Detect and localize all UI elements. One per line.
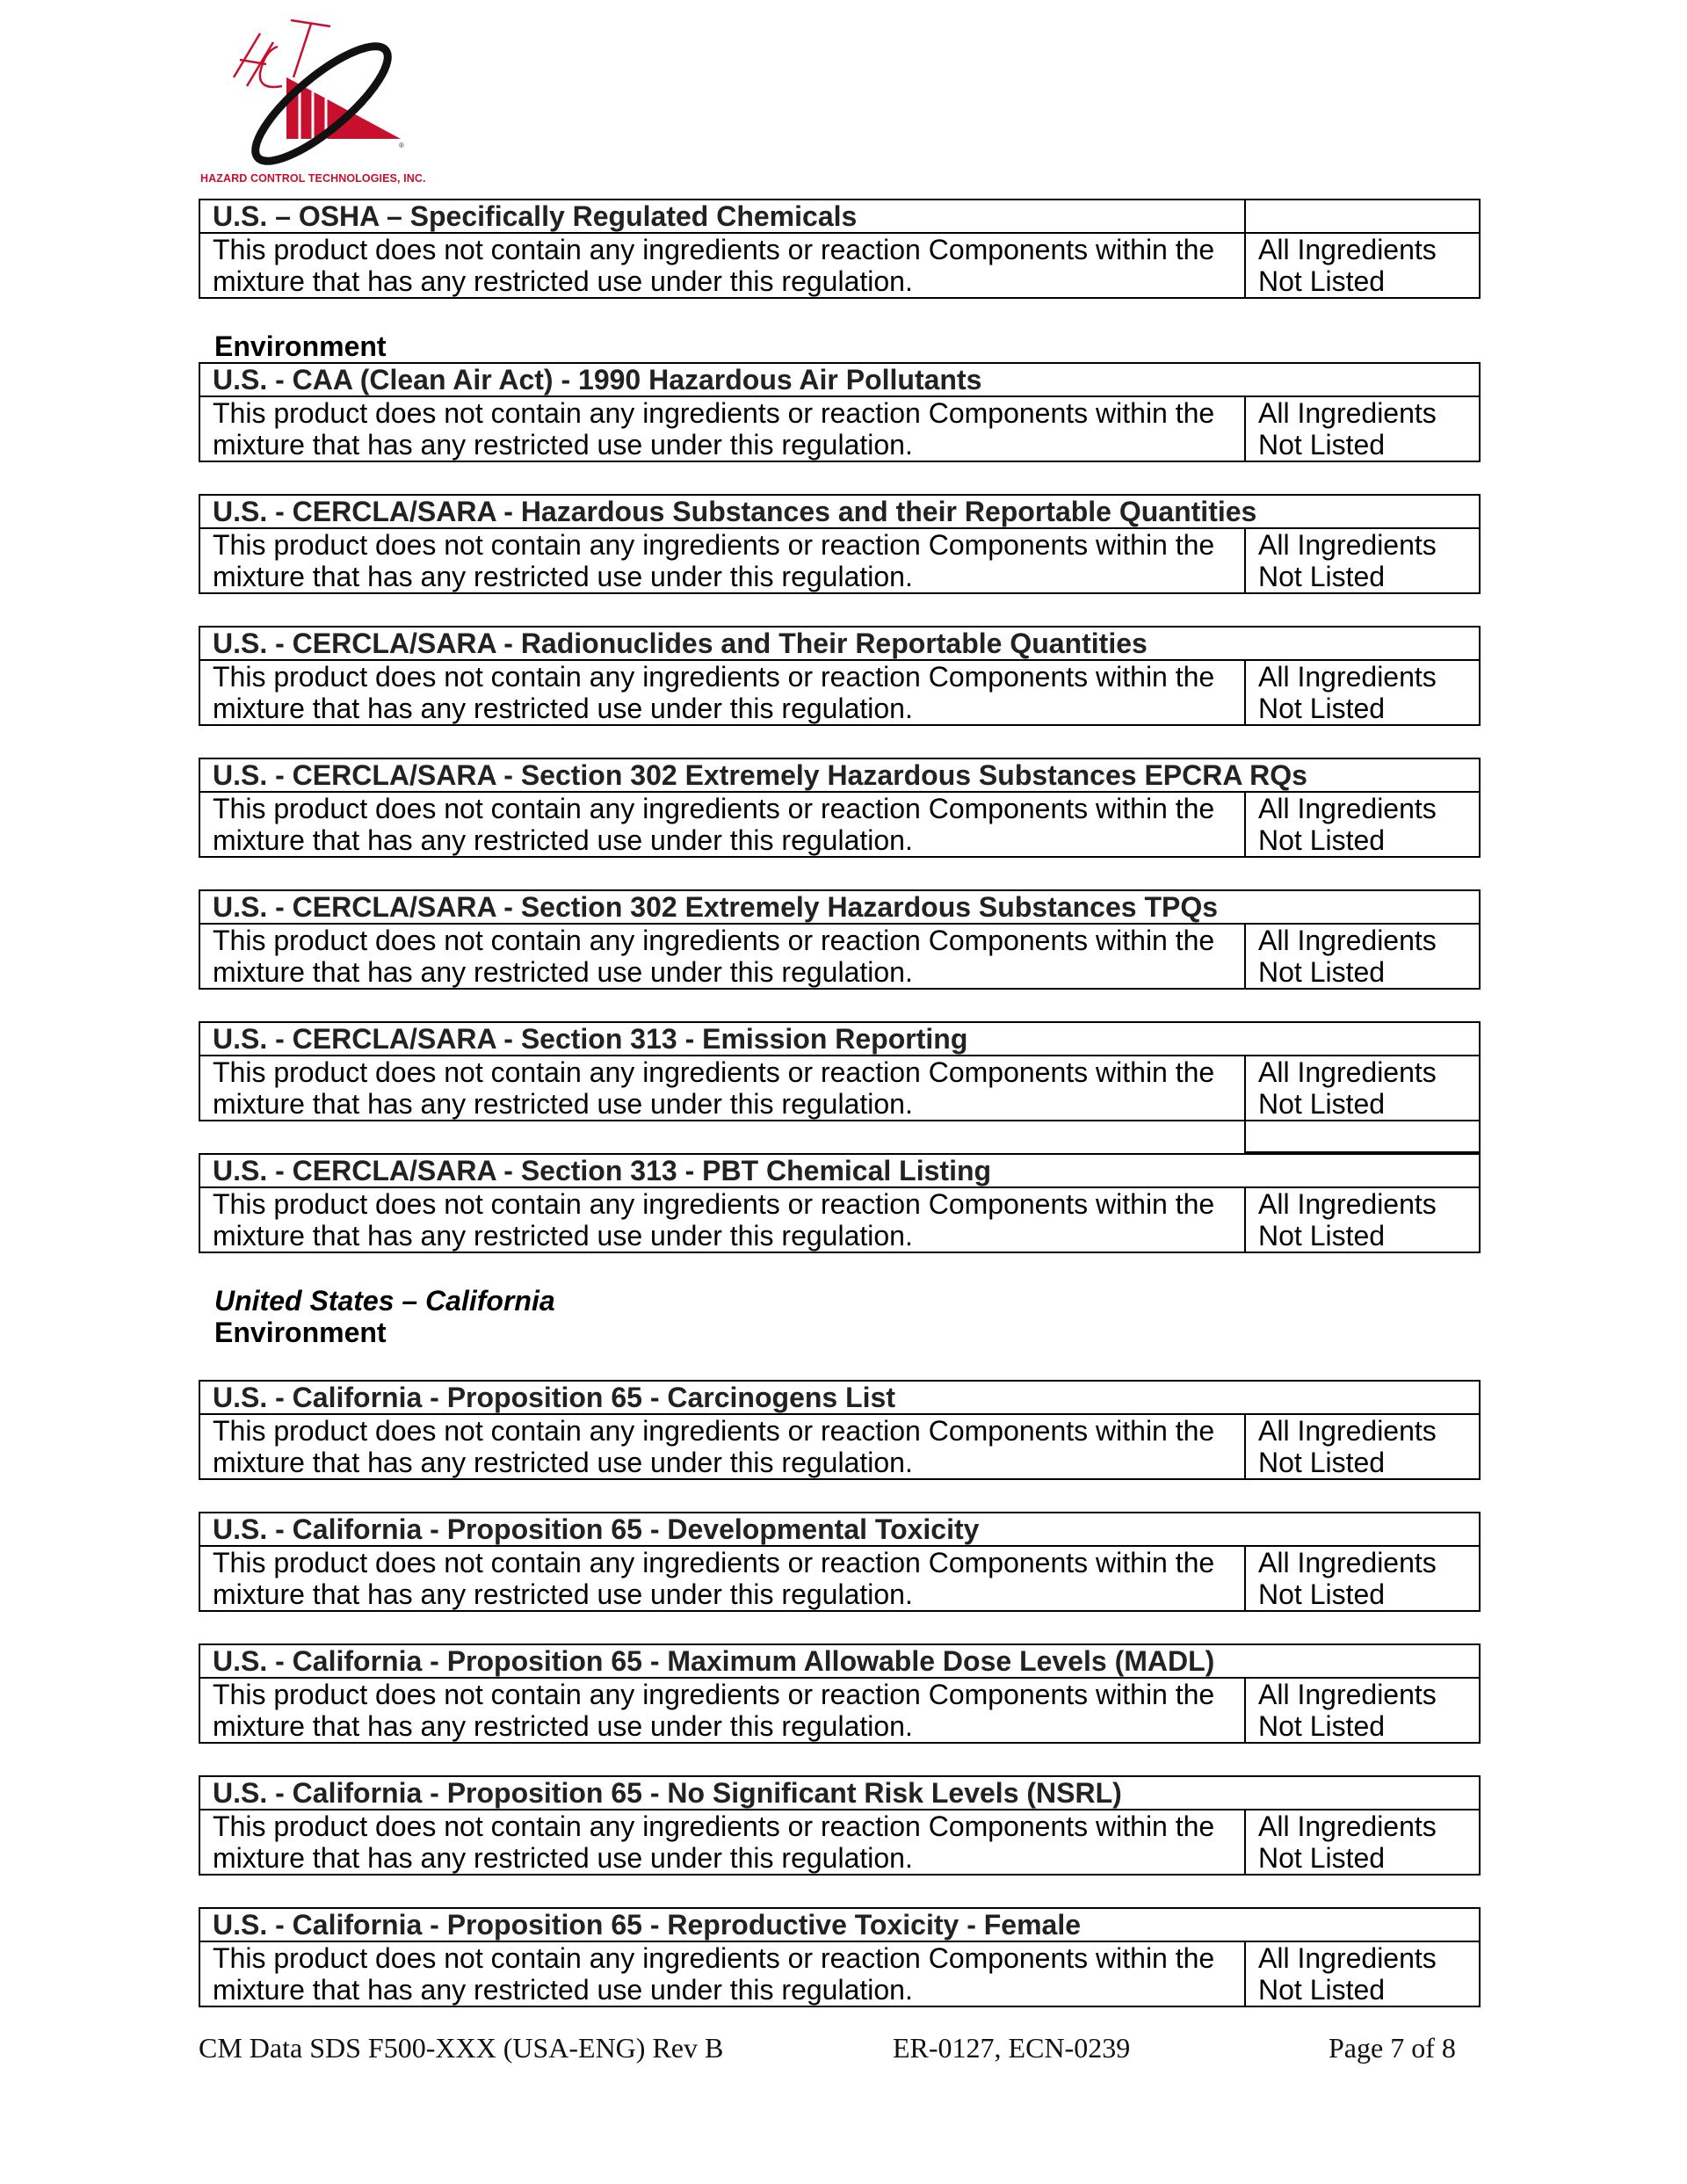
listing-status: All Ingredients Not Listed (1245, 1810, 1480, 1875)
listing-status: All Ingredients Not Listed (1245, 660, 1480, 725)
regulation-statement: This product does not contain any ingredients or reaction Components within the mixture that has any restricted use under this regulation. (199, 924, 1245, 989)
listing-status: All Ingredients Not Listed (1245, 396, 1480, 461)
regulation-table (199, 494, 1481, 594)
region-heading: United States – California (214, 1285, 555, 1317)
listing-status: All Ingredients Not Listed (1245, 924, 1480, 989)
svg-text:®: ® (399, 141, 404, 149)
listing-status: All Ingredients Not Listed (1245, 792, 1480, 857)
regulation-statement: This product does not contain any ingredients or reaction Components within the mixture that has any restricted use under this regulation. (199, 1810, 1245, 1875)
company-logo (199, 16, 427, 192)
listing-status: All Ingredients Not Listed (1245, 1414, 1480, 1479)
listing-status: All Ingredients Not Listed (1245, 1678, 1480, 1743)
regulation-statement: This product does not contain any ingredients or reaction Components within the mixture that has any restricted use under this regulation. (199, 528, 1245, 593)
listing-status: All Ingredients Not Listed (1245, 1941, 1480, 2006)
regulation-title: U.S. - CERCLA/SARA - Radionuclides and Their Reportable Quantities (199, 627, 1480, 660)
regulation-title: U.S. - California - Proposition 65 - Reproductive Toxicity - Female (199, 1908, 1480, 1941)
regulation-title: U.S. - California - Proposition 65 - No Significant Risk Levels (NSRL) (199, 1776, 1480, 1810)
regulation-statement: This product does not contain any ingredients or reaction Components within the mixture that has any restricted use under this regulation. (199, 1056, 1245, 1121)
regulation-title: U.S. - CERCLA/SARA - Section 313 - Emission Reporting (199, 1022, 1480, 1056)
empty-cell (1245, 1121, 1480, 1152)
regulation-statement: This product does not contain any ingredients or reaction Components within the mixture that has any restricted use under this regulation. (199, 233, 1245, 298)
regulation-title: U.S. - CERCLA/SARA - Section 313 - PBT Chemical Listing (199, 1154, 1480, 1187)
section-heading: Environment (214, 330, 387, 362)
regulation-table (199, 758, 1481, 858)
regulation-statement: This product does not contain any ingredients or reaction Components within the mixture that has any restricted use under this regulation. (199, 396, 1245, 461)
page-footer (199, 2032, 1464, 2067)
regulation-table (199, 1380, 1481, 1480)
spacer-cell (199, 1121, 1245, 1152)
empty-cell (1245, 200, 1480, 233)
regulation-title: U.S. - CERCLA/SARA - Hazardous Substances and their Reportable Quantities (199, 495, 1480, 528)
listing-status: All Ingredients Not Listed (1245, 528, 1480, 593)
regulation-table (199, 1153, 1481, 1253)
regulation-title: U.S. - California - Proposition 65 - Carcinogens List (199, 1381, 1480, 1414)
footer-ref: ER-0127, ECN-0239 (893, 2032, 1131, 2064)
regulation-table (199, 626, 1481, 726)
regulation-table (199, 1021, 1481, 1153)
regulation-statement: This product does not contain any ingredients or reaction Components within the mixture that has any restricted use under this regulation. (199, 1414, 1245, 1479)
regulation-title: U.S. - CERCLA/SARA - Section 302 Extremely Hazardous Substances EPCRA RQs (199, 758, 1480, 792)
regulation-table (199, 1512, 1481, 1612)
footer-doc-id: CM Data SDS F500-XXX (USA-ENG) Rev B (199, 2032, 724, 2064)
regulation-title: U.S. - CAA (Clean Air Act) - 1990 Hazardous Air Pollutants (199, 363, 1480, 396)
regulation-table (199, 1907, 1481, 2007)
regulation-table (199, 889, 1481, 990)
regulation-statement: This product does not contain any ingredients or reaction Components within the mixture that has any restricted use under this regulation. (199, 660, 1245, 725)
regulation-table (199, 362, 1481, 462)
regulation-statement: This product does not contain any ingredients or reaction Components within the mixture that has any restricted use under this regulation. (199, 792, 1245, 857)
company-name: HAZARD CONTROL TECHNOLOGIES, INC. (200, 172, 426, 185)
regulation-title: U.S. - CERCLA/SARA - Section 302 Extremely Hazardous Substances TPQs (199, 890, 1480, 924)
regulation-title: U.S. – OSHA – Specifically Regulated Chemicals (199, 200, 1245, 233)
regulation-statement: This product does not contain any ingredients or reaction Components within the mixture that has any restricted use under this regulation. (199, 1546, 1245, 1611)
regulation-statement: This product does not contain any ingredients or reaction Components within the mixture that has any restricted use under this regulation. (199, 1187, 1245, 1252)
listing-status: All Ingredients Not Listed (1245, 1056, 1480, 1121)
listing-status: All Ingredients Not Listed (1245, 1546, 1480, 1611)
footer-page-number: Page 7 of 8 (1329, 2032, 1456, 2064)
regulation-title: U.S. - California - Proposition 65 - Developmental Toxicity (199, 1513, 1480, 1546)
regulation-statement: This product does not contain any ingredients or reaction Components within the mixture that has any restricted use under this regulation. (199, 1941, 1245, 2006)
regulation-title: U.S. - California - Proposition 65 - Maximum Allowable Dose Levels (MADL) (199, 1644, 1480, 1678)
regulation-table (199, 1775, 1481, 1876)
regulation-table (199, 199, 1481, 299)
listing-status: All Ingredients Not Listed (1245, 233, 1480, 298)
regulation-table (199, 1643, 1481, 1744)
section-heading: Environment (214, 1317, 387, 1348)
listing-status: All Ingredients Not Listed (1245, 1187, 1480, 1252)
document-body (199, 199, 1481, 2039)
regulation-statement: This product does not contain any ingredients or reaction Components within the mixture that has any restricted use under this regulation. (199, 1678, 1245, 1743)
